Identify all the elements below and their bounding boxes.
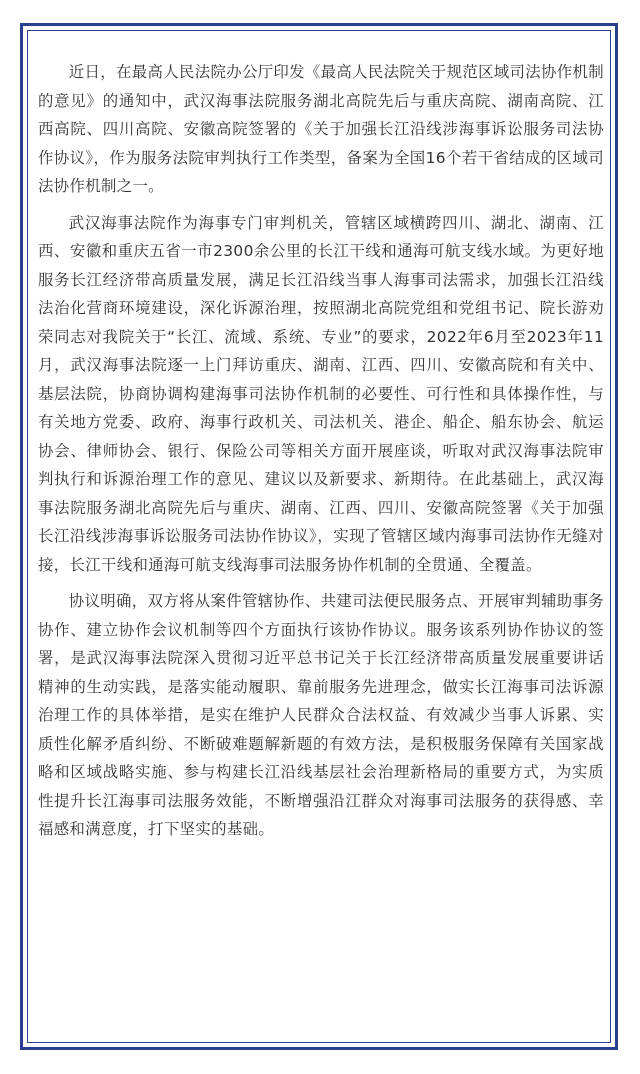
paragraph-1: 近日，在最高人民法院办公厅印发《最高人民法院关于规范区域司法协作机制的意见》的通知中，武汉海事法院服务湖北高院先后与重庆高院、湖南高院、江西高院、四川高院、安徽高院签署的《关于加强长江沿线涉海事诉讼服务司法协作协议》，作为服务法院审判执行工作类型，备案为全国16个若干省结成的区域司法协作机制之一。 [38,63,604,195]
paragraph-3: 协议明确，双方将从案件管辖协作、共建司法便民服务点、开展审判辅助事务协作、建立协作会议机制等四个方面执行该协作协议。服务该系列协作协议的签署，是武汉海事法院深入贯彻习近平总书记关于长江经济带高质量发展重要讲话精神的生动实践，是落实能动履职、靠前服务先进理念，做实长江海事司法诉源治理工作的具体举措，是实在维护人民群众合法权益、有效减少当事人诉累、实质性化解矛盾纠纷、不断破难题解新题的有效方法，是积极服务保障有关国家战略和区域战略实施、参与构建长江沿线基层社会治理新格局的重要方式，为实质性提升长江海事司法服务效能，不断增强沿江群众对海事司法服务的获得感、幸福感和满意度，打下坚实的基础。 [38,592,604,838]
article-body [38,58,604,852]
paragraph-2: 武汉海事法院作为海事专门审判机关，管辖区域横跨四川、湖北、湖南、江西、安徽和重庆五省一市2300余公里的长江干线和通海可航支线水域。为更好地服务长江经济带高质量发展，满足长江沿线当事人海事司法需求，加强长江沿线法治化营商环境建设，深化诉源治理，按照湖北高院党组和党组书记、院长游劝荣同志对我院关于“长江、流域、系统、专业”的要求，2022年6月至2023年11月，武汉海事法院逐一上门拜访重庆、湖南、江西、四川、安徽高院和有关中、基层法院，协商协调构建海事司法协作机制的必要性、可行性和具体操作性，与有关地方党委、政府、海事行政机关、司法机关、港企、船企、船东协会、航运协会、律师协会、银行、保险公司等相关方面开展座谈，听取对武汉海事法院审判执行和诉源治理工作的意见、建议以及新要求、新期待。在此基础上，武汉海事法院服务湖北高院先后与重庆、湖南、江西、四川、安徽高院签署《关于加强长江沿线涉海事诉讼服务司法协作协议》，实现了管辖区域内海事司法协作无缝对接，长江干线和通海可航支线海事司法服务协作机制的全贯通、全覆盖。 [38,213,604,574]
